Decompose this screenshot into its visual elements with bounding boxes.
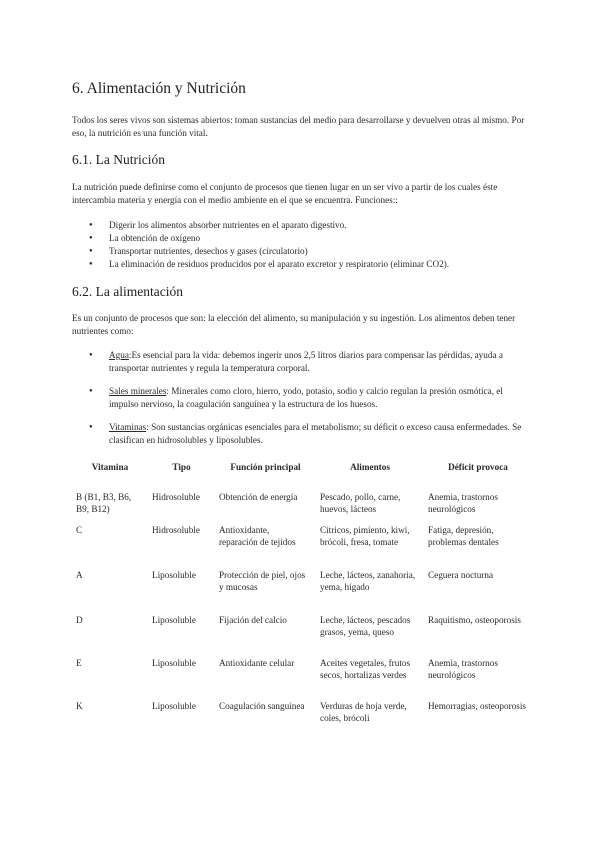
table-cell: E: [76, 658, 82, 668]
table-cell: Hemorragias, osteoporosis: [428, 701, 526, 711]
column-header: Vitamina: [91, 462, 129, 472]
table-cell: Coagulación sanguínea: [219, 701, 305, 711]
alimentacion-text: Es un conjunto de procesos que son: la elección del alimento, su manipulación y su ingestión. Los alimentos deben tener nutrientes como:: [72, 313, 516, 336]
table-cell: Hidrosoluble: [152, 492, 200, 502]
table-cell: Ceguera nocturna: [428, 570, 494, 580]
list-item: [72, 385, 532, 411]
column-header: Déficit provoca: [448, 462, 508, 472]
nutricion-functions-list: [72, 219, 532, 271]
vitamins-table: [72, 461, 532, 731]
list-item: ● Digerir los alimentos absorber nutrientes en el aparato digestivo.: [72, 219, 532, 232]
subsection-title-nutricion: 6.1. La Nutrición: [72, 152, 165, 167]
nutrient-term: Sales minerales: [109, 386, 167, 396]
table-cell: Fijación del calcio: [219, 615, 287, 625]
section-title: 6. Alimentación y Nutrición: [72, 80, 246, 97]
table-row: [72, 615, 532, 658]
column-header: Función principal: [230, 462, 301, 472]
section-intro: Todos los seres vivos son sistemas abiertos: toman sustancias del medio para desarrollarse y devuelven otras al mismo. Por eso, la nutrición es una función vital.: [72, 115, 525, 138]
table-row: [72, 658, 532, 701]
nutricion-text: La nutrición puede definirse como el conjunto de procesos que tienen lugar en un ser vivo a partir de los cuales éste intercambia materia y energía con el medio ambiente en el que se encuentra. Funciones::: [72, 182, 498, 205]
list-item: [72, 349, 532, 375]
table-cell: Liposoluble: [152, 615, 196, 625]
table-cell: Liposoluble: [152, 570, 196, 580]
nutrient-desc: : Son sustancias orgánicas esenciales para el metabolismo; su déficit o exceso causa enfermedades. Se clasifican en hidrosolubles y liposolubles.: [109, 422, 522, 445]
list-item: ● La obtención de oxígeno: [72, 232, 532, 245]
table-cell: Liposoluble: [152, 658, 196, 668]
table-cell: Aceites vegetales, frutos secos, hortalizas verdes: [320, 658, 411, 680]
table-cell: Fatiga, depresión, problemas dentales: [428, 525, 499, 547]
table-row: [72, 701, 532, 731]
table-cell: Pescado, pollo, carne, huevos, lácteos: [320, 492, 401, 514]
column-header: Tipo: [172, 462, 191, 472]
nutrient-term: Agua: [109, 350, 129, 360]
table-row: [72, 525, 532, 570]
nutrient-term: Vitaminas: [109, 422, 147, 432]
nutrient-desc: :Es esencial para la vida: debemos ingerir unos 2,5 litros diarios para compensar las pérdidas, ayuda a transportar nutrientes y regula la temperatura corporal.: [109, 350, 503, 373]
list-item: [72, 421, 532, 447]
table-cell: D: [76, 615, 83, 625]
list-item: ● Transportar nutrientes, desechos y gases (circulatorio): [72, 245, 532, 258]
table-cell: Cítricos, pimiento, kiwi, brócoli, fresa, tomate: [320, 525, 410, 547]
table-cell: Leche, lácteos, pescados grasos, yema, queso: [320, 615, 411, 637]
subsection-title-alimentacion: 6.2. La alimentación: [72, 284, 183, 299]
table-cell: B (B1, B3, B6, B9, B12): [76, 492, 132, 514]
table-cell: Anemia, trastornos neurológicos: [428, 658, 498, 680]
table-cell: Hidrosoluble: [152, 525, 200, 535]
table-header-row: [72, 461, 532, 492]
table-cell: Antioxidante, reparación de tejidos: [219, 525, 296, 547]
table-cell: K: [76, 701, 83, 711]
table-cell: Obtención de energía: [219, 492, 298, 502]
table-cell: Anemia, trastornos neurológicos: [428, 492, 498, 514]
table-cell: A: [76, 570, 83, 580]
table-cell: Verduras de hoja verde, coles, brócoli: [320, 701, 407, 723]
table-cell: Leche, lácteos, zanahoria, yema, hígado: [320, 570, 416, 592]
table-cell: Protección de piel, ojos y mucosas: [219, 570, 306, 592]
table-cell: C: [76, 525, 83, 535]
table-cell: Antioxidante celular: [219, 658, 295, 668]
table-cell: Raquitismo, osteoporosis: [428, 615, 521, 625]
column-header: Alimentos: [350, 462, 390, 472]
nutrient-desc: : Minerales como cloro, hierro, yodo, potasio, sodio y calcio regulan la presión osmótica, el impulso nervioso, la coagulación sanguínea y la estructura de los huesos.: [109, 386, 503, 409]
table-row: [72, 570, 532, 615]
table-cell: Liposoluble: [152, 701, 196, 711]
table-row: [72, 492, 532, 525]
nutrients-list: [72, 349, 532, 457]
list-item: ● La eliminación de residuos producidos por el aparato excretor y respiratorio (eliminar CO2).: [72, 258, 532, 271]
